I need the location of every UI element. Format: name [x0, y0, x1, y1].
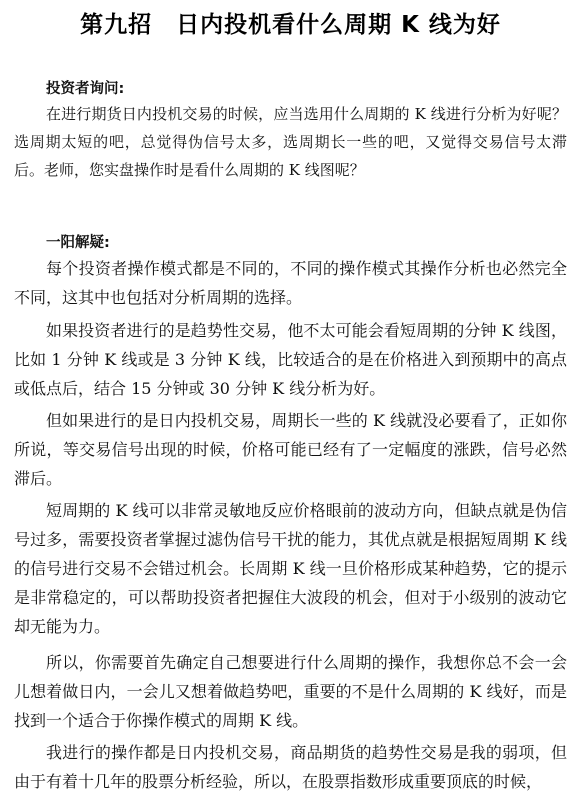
answer-paragraph-4: 短周期的 K 线可以非常灵敏地反应价格眼前的波动方向，但缺点就是伪信号过多，需要投资者掌握过滤伪信号干扰的能力，其优点就是根据短周期 K 线的信号进行交易不会错过机会。长周期 K 线一旦价格形成某种趋势，它的提示是非常稳定的，可以帮助投资者把握住大波段的机会，但对于小级别的波动它却无能为力。	[14, 501, 567, 636]
answer-paragraph-5: 所以，你需要首先确定自己想要进行什么周期的操作，我想你总不会一会儿想着做日内，一会儿又想着做趋势吧，重要的不是什么周期的 K 线好，而是找到一个适合于你操作模式的周期 K 线。	[14, 653, 567, 730]
answer-paragraph-6: 我进行的操作都是日内投机交易，商品期货的趋势性交易是我的弱项，但由于有着十几年的股票分析经验，所以，在股票指数形成重要顶底的时候，	[14, 743, 567, 791]
answer-paragraph-2: 如果投资者进行的是趋势性交易，他不太可能会看短周期的分钟 K 线图，比如 1 分钟 K 线或是 3 分钟 K 线，比较适合的是在价格进入到预期中的高点或低点后，结合 15 分钟或 30 分钟 K 线分析为好。	[14, 321, 567, 398]
answer-paragraph-3: 但如果进行的是日内投机交易，周期长一些的 K 线就没必要看了，正如你所说，等交易信号出现的时候，价格可能已经有了一定幅度的涨跌，信号必然滞后。	[14, 411, 567, 488]
question-label: 投资者询问:	[46, 81, 125, 97]
question-text: 在进行期货日内投机交易的时候，应当选用什么周期的 K 线进行分析为好呢？选周期太短的吧，总觉得伪信号太多，选周期长一些的吧，又觉得交易信号太滞后。老师，您实盘操作时是看什么周期的 K 线图呢？	[14, 105, 567, 179]
answer-paragraph-1: 每个投资者操作模式都是不同的，不同的操作模式其操作分析也必然完全不同，这其中也包括对分析周期的选择。	[14, 259, 567, 307]
answer-label: 一阳解疑:	[46, 235, 110, 251]
page-title: 第九招 日内投机看什么周期 K 线为好	[80, 12, 501, 38]
